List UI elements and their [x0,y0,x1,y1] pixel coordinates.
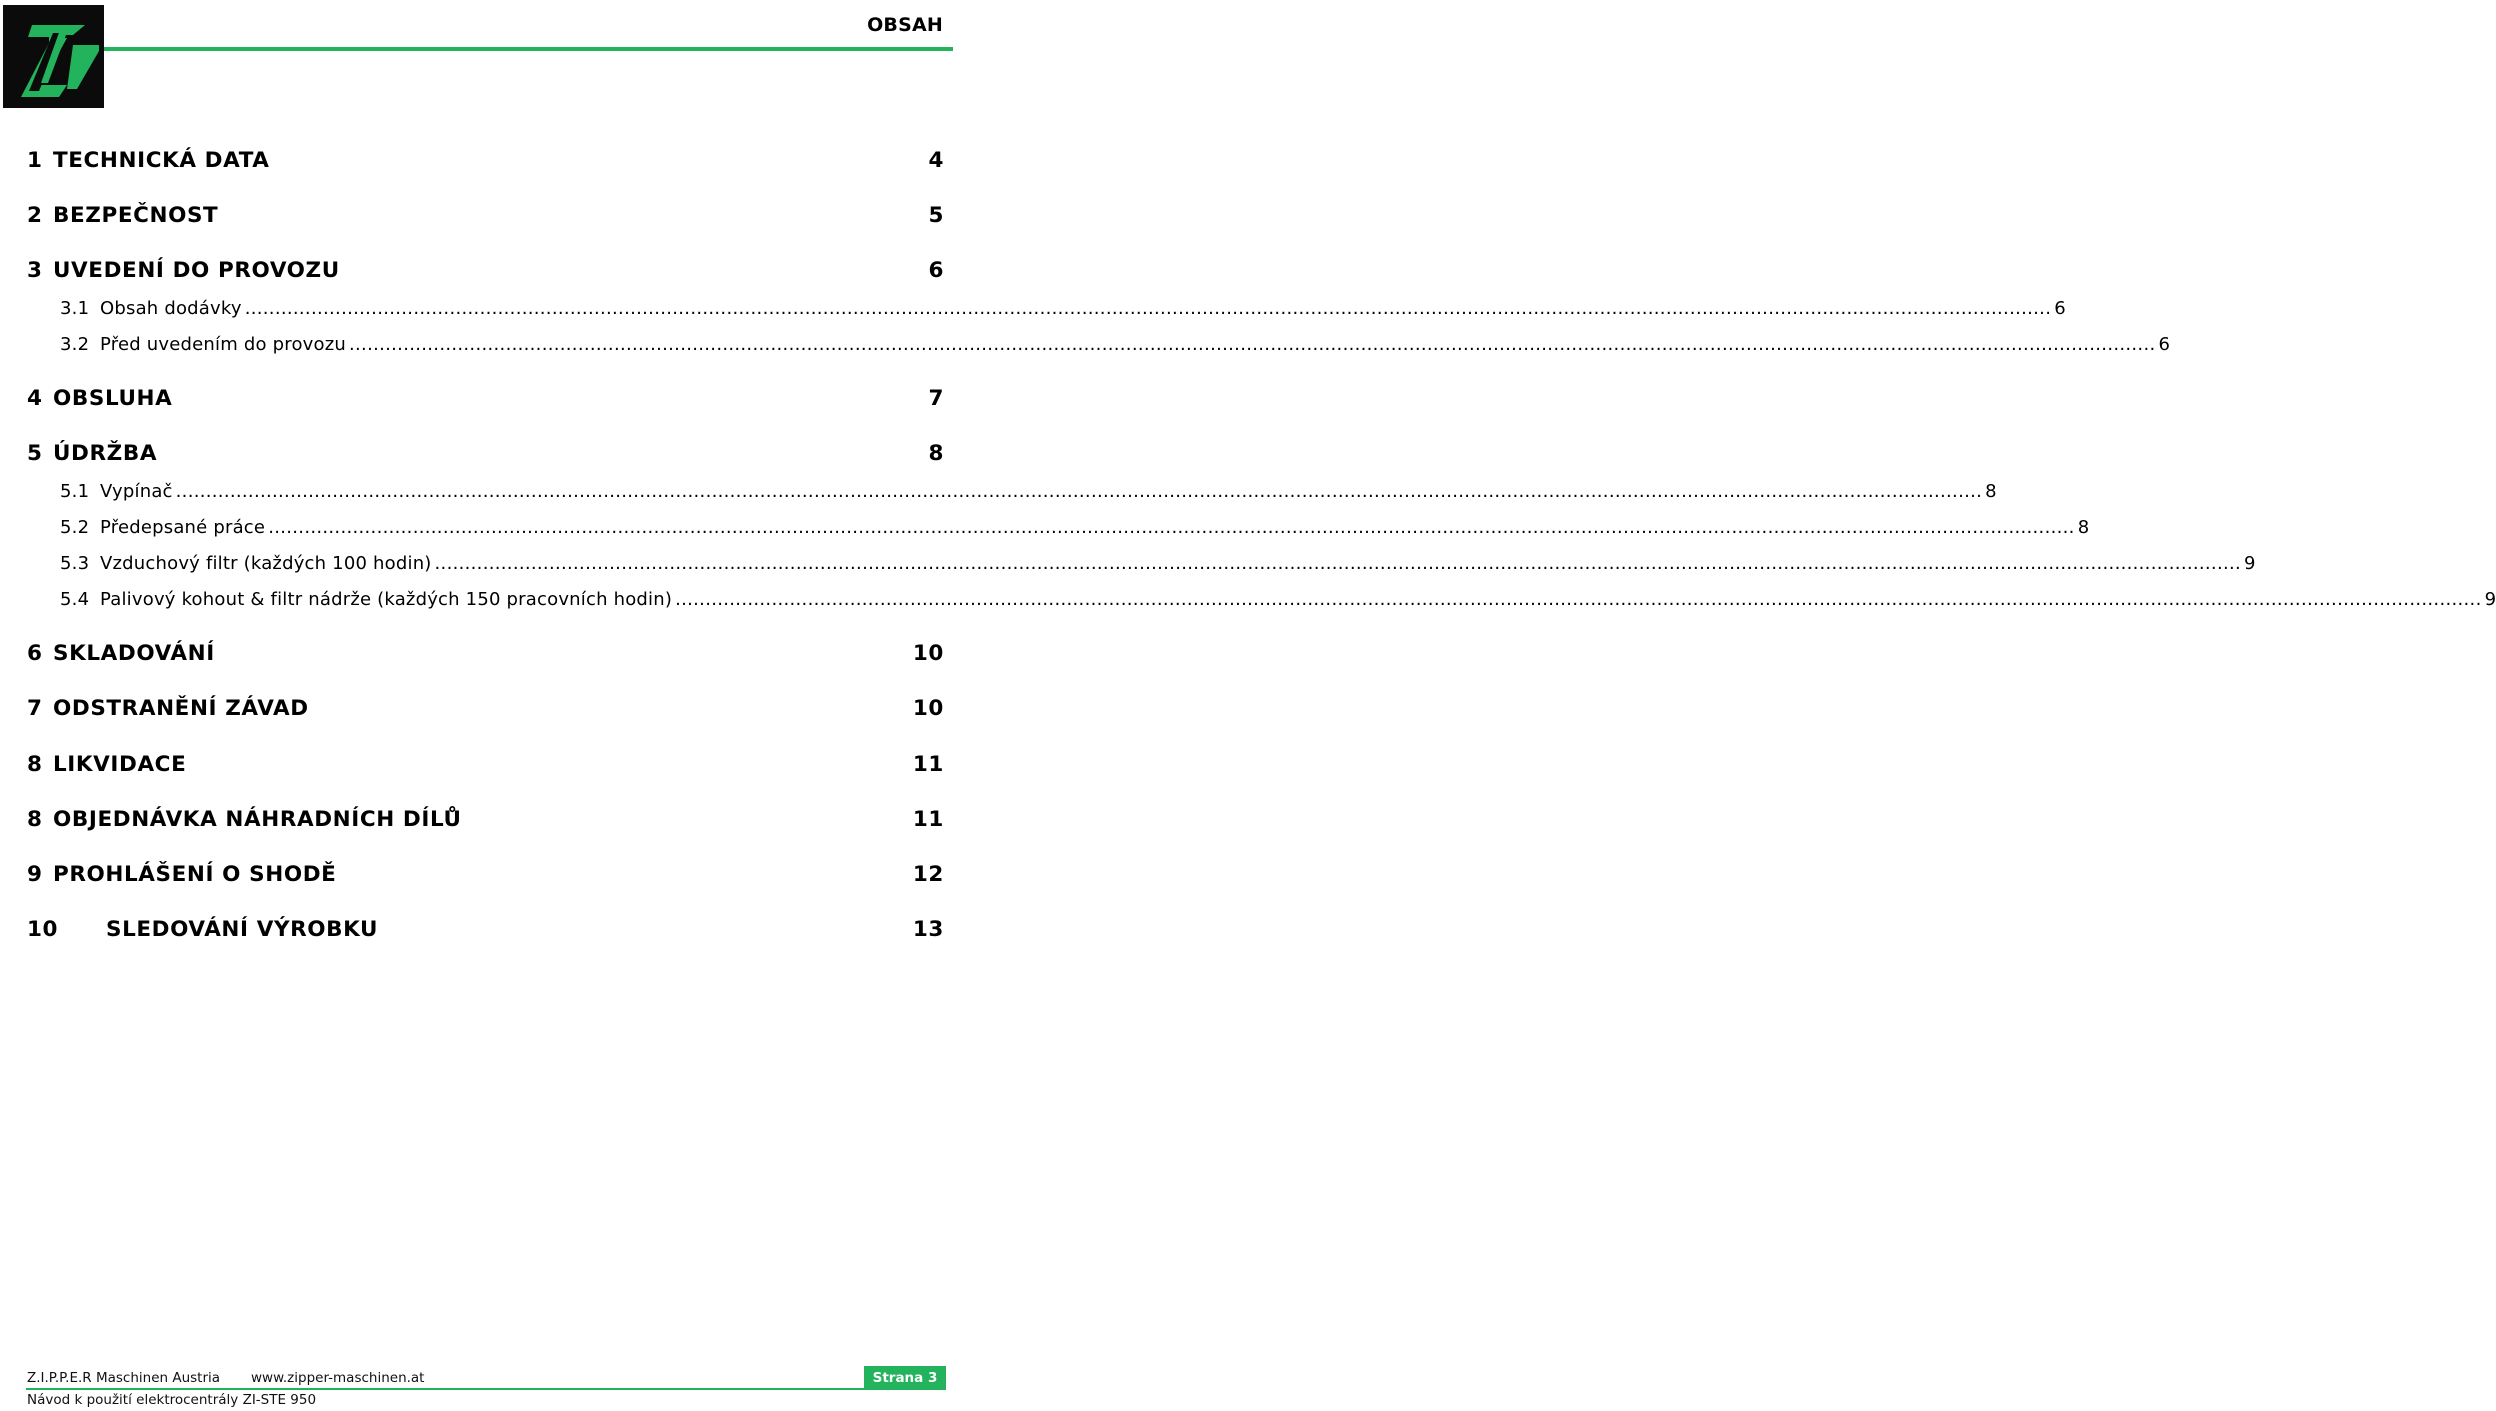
toc-entry-number: 3 [27,258,43,283]
toc-entry-title: Palivový kohout & filtr nádrže (každých 150 pracovních hodin) [100,589,673,610]
header-rule [104,47,953,51]
toc-entry-title: Obsah dodávky [100,298,242,319]
toc-entry-title: Vzduchový filtr (každých 100 hodin) [100,553,432,574]
toc-entry-number: 5.2 [60,517,90,538]
toc-entry-page: 8 [928,441,944,466]
page-title: OBSAH [867,14,943,36]
toc-entry-title: LIKVIDACE [53,752,187,777]
toc-section-entry[interactable] [60,298,2066,319]
footer-manual-title: Návod k použití elektrocentrály ZI-STE 950 [27,1392,317,1408]
toc-entry-number: 9 [27,862,43,887]
toc-entry-number: 5.3 [60,553,90,574]
toc-entry-title: SLEDOVÁNÍ VÝROBKU [106,917,379,942]
toc-section-entry[interactable] [60,517,2090,538]
toc-leader-dots: ............................................................................................................................................................................................................................................................................................................ [175,481,1983,502]
toc-leader-dots: ............................................................................................................................................................................................................................................................................................................ [675,589,2482,610]
zipper-z-logo-icon [3,5,104,108]
toc-entry-page: 6 [928,258,944,283]
toc-entry-page: 5 [928,203,944,228]
toc-entry-page: 10 [912,641,944,666]
toc-entry-title: ÚDRŽBA [53,441,158,466]
toc-entry-number: 10 [27,917,59,942]
toc-entry-page: 4 [928,148,944,173]
toc-entry-title: BEZPEČNOST [53,203,219,228]
toc-entry-number: 7 [27,696,43,721]
toc-section-entry[interactable] [60,553,2256,574]
zipper-logo [3,5,104,108]
toc-entry-page: 10 [912,696,944,721]
toc-section-entry[interactable] [60,334,2171,355]
toc-entry-number: 2 [27,203,43,228]
toc-entry-page: 9 [2484,589,2496,610]
toc-entry-page: 11 [912,807,944,832]
toc-entry-title: OBJEDNÁVKA NÁHRADNÍCH DÍLŮ [53,807,462,832]
toc-entry-number: 8 [27,752,43,777]
toc-leader-dots: ............................................................................................................................................................................................................................................................................................................ [268,517,2075,538]
toc-entry-title: Vypínač [100,481,173,502]
toc-entry-title: SKLADOVÁNÍ [53,641,215,666]
toc-entry-number: 5 [27,441,43,466]
footer-page-badge: Strana 3 [864,1366,946,1390]
toc-entry-page: 8 [1985,481,1997,502]
toc-entry-number: 8 [27,807,43,832]
toc-entry-number: 4 [27,386,43,411]
toc-entry-page: 6 [2158,334,2171,355]
toc-entry-number: 5.4 [60,589,90,610]
toc-entry-number: 6 [27,641,43,666]
toc-leader-dots: ............................................................................................................................................................................................................................................................................................................ [349,334,2156,355]
toc-entry-page: 9 [2244,553,2256,574]
toc-entry-number: 3.1 [60,298,90,319]
toc-entry-page: 8 [2077,517,2090,538]
footer-url-link[interactable]: www.zipper-maschinen.at [251,1370,425,1386]
toc-section-entry[interactable] [60,589,2496,610]
toc-entry-number: 3.2 [60,334,90,355]
toc-section-entry[interactable] [60,481,1997,502]
toc-entry-title: Před uvedením do provozu [100,334,346,355]
toc-entry-page: 13 [912,917,944,942]
toc-entry-number: 1 [27,148,43,173]
footer-company: Z.I.P.P.E.R Maschinen Austria [27,1370,221,1386]
toc-entry-page: 11 [912,752,944,777]
toc-entry-title: UVEDENÍ DO PROVOZU [53,258,340,283]
toc-entry-title: OBSLUHA [53,386,173,411]
toc-entry-page: 6 [2054,298,2066,319]
toc-entry-page: 12 [912,862,944,887]
toc-entry-title: Předepsané práce [100,517,266,538]
toc-entry-title: PROHLÁŠENÍ O SHODĚ [53,862,337,887]
toc-entry-title: TECHNICKÁ DATA [53,148,270,173]
toc-leader-dots: ............................................................................................................................................................................................................................................................................................................ [434,553,2242,574]
toc-leader-dots: ............................................................................................................................................................................................................................................................................................................ [244,298,2052,319]
toc-entry-title: ODSTRANĚNÍ ZÁVAD [53,696,309,721]
toc-entry-number: 5.1 [60,481,90,502]
footer-rule [26,1388,946,1390]
toc-entry-page: 7 [928,386,944,411]
